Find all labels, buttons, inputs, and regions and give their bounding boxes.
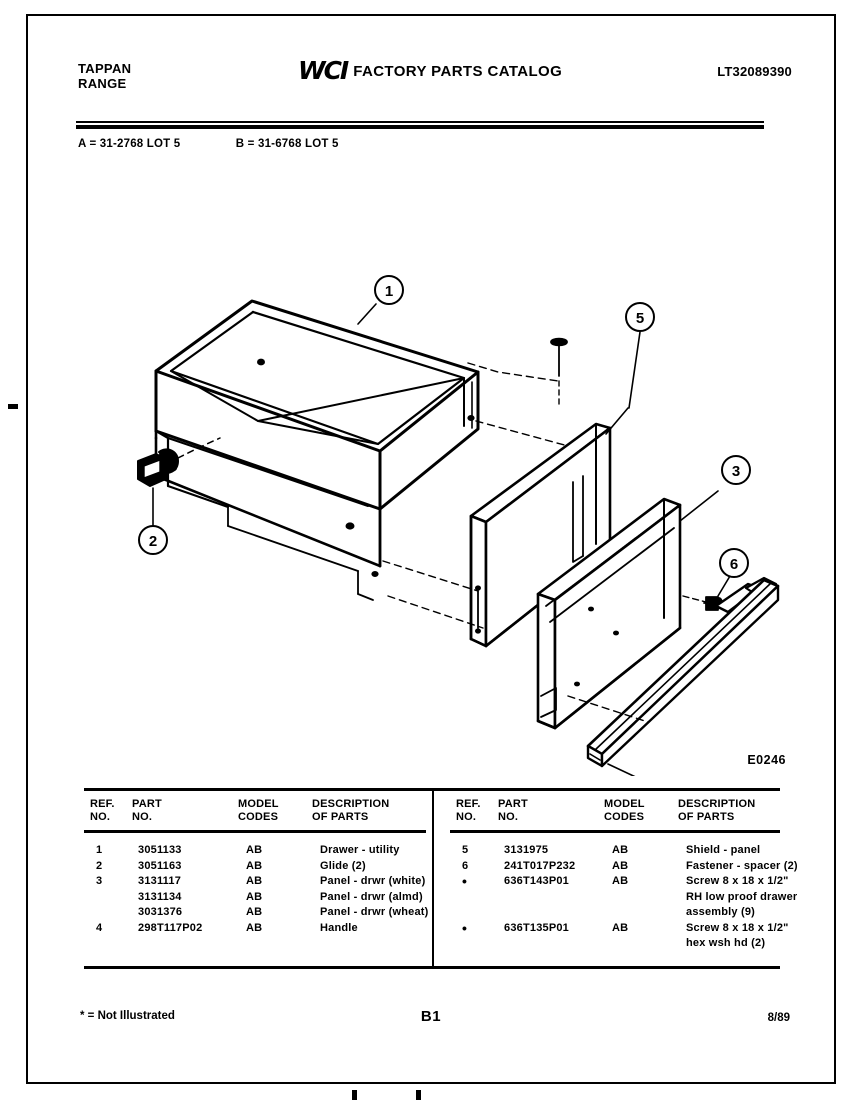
- lot-a: A = 31-2768 LOT 5: [78, 138, 181, 150]
- header-model-codes-right: MODEL CODES: [604, 798, 645, 823]
- cell-part-no: 3131975: [504, 844, 549, 856]
- cell-description: assembly (9): [686, 906, 756, 918]
- cell-description: Screw 8 x 18 x 1/2": [686, 875, 789, 887]
- cell-model-codes: [610, 890, 686, 906]
- registration-mark-left: [8, 404, 18, 409]
- registration-mark-bottom-a: [352, 1090, 357, 1100]
- cell-description: Shield - panel: [686, 844, 761, 856]
- cell-model-codes: AB: [246, 921, 263, 934]
- cell-model-codes: AB: [612, 844, 629, 856]
- cell-model-codes: [610, 936, 686, 952]
- cell-model-codes: AB: [246, 859, 263, 872]
- cell-description: RH low proof drawer: [686, 890, 798, 903]
- table-header-row-left: [84, 791, 426, 830]
- page-header: [28, 16, 834, 150]
- svg-text:1: 1: [384, 283, 394, 300]
- header-description-left: DESCRIPTION OF PARTS: [312, 798, 390, 823]
- parts-table: [84, 788, 798, 969]
- cell-part-no: [504, 890, 610, 906]
- cell-ref-no: •: [462, 919, 468, 936]
- cell-ref-no: •: [462, 873, 468, 889]
- cell-description: Handle: [320, 921, 358, 934]
- table-row: [84, 859, 426, 875]
- cell-part-no: 636T143P01: [504, 875, 569, 887]
- table-row: [450, 859, 798, 875]
- brand-line-2: RANGE: [78, 76, 127, 91]
- cell-ref-no: [450, 890, 504, 906]
- header-divider-rule: [76, 121, 764, 129]
- cell-model-codes: AB: [612, 859, 629, 872]
- table-row: [450, 936, 780, 952]
- cell-ref-no: 4: [96, 921, 103, 934]
- table-row: [84, 890, 426, 906]
- cell-model-codes: AB: [246, 890, 263, 903]
- cell-model-codes: AB: [246, 844, 263, 856]
- cell-ref-no: [84, 905, 138, 921]
- cell-description: Panel - drwr (white): [320, 875, 426, 887]
- cell-model-codes: AB: [612, 921, 629, 934]
- cell-model-codes: AB: [246, 875, 263, 887]
- page-footer: [28, 1010, 834, 1050]
- lot-b: B = 31-6768 LOT 5: [235, 138, 339, 150]
- catalog-title: FACTORY PARTS CATALOG: [353, 62, 563, 80]
- catalog-number: LT32089390: [717, 64, 792, 79]
- cell-description: Panel - drwr (almd): [320, 890, 423, 903]
- table-row: [450, 905, 780, 921]
- registration-mark-bottom-b: [416, 1090, 421, 1100]
- cell-model-codes: AB: [612, 875, 629, 887]
- brand-name: [78, 61, 131, 91]
- table-bottom-rule: [84, 966, 780, 969]
- brand-line-1: TAPPAN: [78, 61, 132, 76]
- wci-logo: WCI: [298, 56, 348, 85]
- header-description-right: DESCRIPTION OF PARTS: [678, 798, 756, 823]
- model-lot-line: [78, 138, 339, 150]
- svg-text:3: 3: [731, 463, 741, 480]
- table-body: [84, 791, 798, 966]
- header-model-codes-left: MODEL CODES: [238, 798, 279, 823]
- page-date-code: 8/89: [767, 1012, 790, 1024]
- table-column-divider: [432, 791, 434, 966]
- cell-description: Fastener - spacer (2): [686, 859, 798, 872]
- svg-text:2: 2: [148, 533, 158, 550]
- catalog-page: [26, 14, 836, 1084]
- header-part-no-left: PART NO.: [132, 798, 162, 823]
- cell-description: hex wsh hd (2): [686, 937, 766, 949]
- cell-ref-no: [450, 905, 504, 921]
- cell-part-no: 241T017P232: [504, 859, 576, 872]
- header-part-no-right: PART NO.: [498, 798, 528, 823]
- cell-description: Panel - drwr (wheat): [320, 906, 429, 918]
- table-row: [450, 919, 789, 937]
- exploded-parts-illustration: [28, 176, 838, 776]
- cell-part-no: 3051163: [138, 859, 182, 872]
- not-illustrated-note: * = Not Illustrated: [80, 1010, 175, 1022]
- cell-ref-no: 5: [462, 844, 469, 856]
- cell-part-no: [504, 936, 610, 952]
- cell-ref-no: 3: [96, 875, 103, 887]
- table-row: [84, 874, 426, 890]
- table-row: [450, 873, 789, 890]
- table-row: [84, 843, 426, 859]
- figure-code: E0246: [747, 753, 786, 767]
- cell-ref-no: 1: [96, 844, 103, 856]
- svg-text:5: 5: [635, 310, 645, 327]
- table-header-row-right: [450, 791, 780, 830]
- header-ref-no-right: REF. NO.: [456, 798, 481, 823]
- table-row: [450, 843, 780, 859]
- table-row: [84, 905, 429, 921]
- cell-ref-no: [450, 936, 504, 952]
- cell-description: Screw 8 x 18 x 1/2": [686, 921, 789, 934]
- cell-part-no: 298T117P02: [138, 921, 203, 934]
- cell-part-no: 3051133: [138, 844, 182, 856]
- table-row: [450, 890, 798, 906]
- cell-part-no: 636T135P01: [504, 921, 569, 934]
- cell-part-no: [504, 905, 610, 921]
- cell-ref-no: 2: [96, 859, 103, 872]
- table-half-left: [84, 791, 432, 966]
- cell-model-codes: [610, 905, 686, 921]
- cell-model-codes: AB: [246, 906, 263, 918]
- cell-description: Glide (2): [320, 859, 366, 872]
- page-label: B1: [420, 1008, 442, 1025]
- cell-ref-no: [84, 890, 138, 906]
- table-rows-right: [450, 833, 798, 966]
- header-ref-no-left: REF. NO.: [90, 798, 115, 823]
- svg-text:6: 6: [729, 556, 739, 573]
- cell-part-no: 3131117: [138, 875, 182, 887]
- cell-ref-no: 6: [462, 859, 469, 872]
- table-row: [84, 921, 426, 937]
- cell-part-no: 3031376: [138, 906, 183, 918]
- catalog-title-group: [298, 56, 563, 85]
- table-rows-left: [84, 833, 429, 950]
- cell-part-no: 3131134: [138, 890, 182, 903]
- table-half-right: [432, 791, 798, 966]
- cell-description: Drawer - utility: [320, 844, 400, 856]
